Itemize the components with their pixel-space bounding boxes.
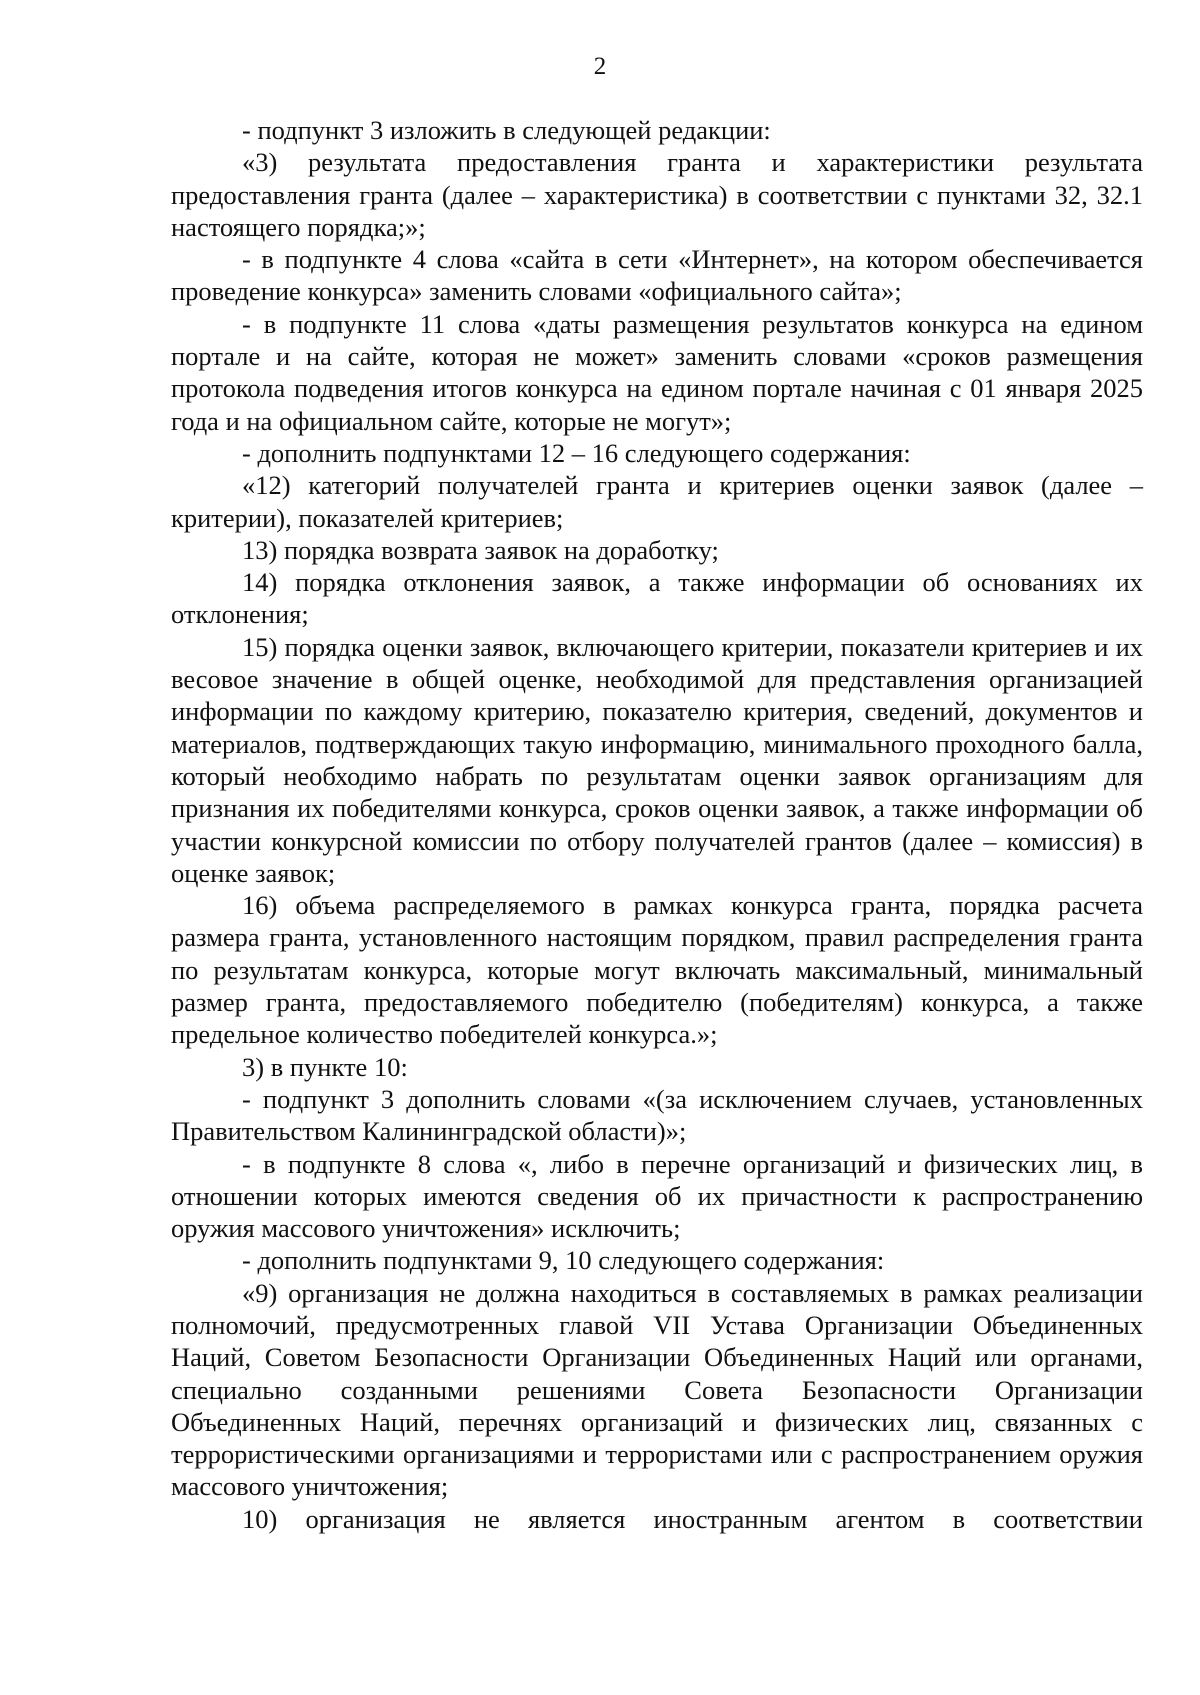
paragraph-14: - дополнить подпунктами 9, 10 следующего содержания:: [242, 1245, 885, 1276]
paragraph-13: - в подпункте 8 слова «, либо в перечне организаций и физических лиц, в отношении которых имеются сведения об их причастности к распространению оружия массового уничтожения» исключить;: [171, 1148, 1143, 1244]
paragraph-1: - подпункт 3 изложить в следующей редакции:: [242, 115, 771, 145]
document-body: [171, 114, 1143, 1535]
paragraph-3: - в подпункте 4 слова «сайта в сети «Интернет», на котором обеспечивается проведение конкурса» заменить словами «официального сайта»;: [171, 244, 1143, 307]
paragraph-5: - дополнить подпунктами 12 – 16 следующего содержания:: [242, 437, 911, 468]
paragraph-8: 14) порядка отклонения заявок, а также информации об основаниях их отклонения;: [171, 567, 1143, 630]
paragraph-10: 16) объема распределяемого в рамках конкурса гранта, порядка расчета размера гранта, установленного настоящим порядком, правил распределения гранта по результатам конкурса, которые могут включать максимальный, минимальный размер гранта, предоставляемого победителю (победителям) конкурса, а также предельное количество победителей конкурса.»;: [171, 890, 1143, 1050]
paragraph-7: 13) порядка возврата заявок на доработку;: [242, 534, 719, 565]
paragraph-9: 15) порядка оценки заявок, включающего критерии, показатели критериев и их весовое значение в общей оценке, необходимой для представления организацией информации по каждому критерию, показателю критерия, сведений, документов и материалов, подтверждающих такую информацию, минимального проходного балла, который необходимо набрать по результатам оценки заявок организациям для признания их победителями конкурса, сроков оценки заявок, а также информации об участии конкурсной комиссии по отбору получателей грантов (далее – комиссия) в оценке заявок;: [171, 631, 1143, 888]
paragraph-6: «12) категорий получателей гранта и критериев оценки заявок (далее – критерии), показателей критериев;: [171, 470, 1143, 533]
paragraph-11: 3) в пункте 10:: [242, 1051, 408, 1082]
paragraph-15: «9) организация не должна находиться в составляемых в рамках реализации полномочий, предусмотренных главой VII Устава Организации Объединенных Наций, Советом Безопасности Организации Объединенных Наций или органами, специально созданными решениями Совета Безопасности Организации Объединенных Наций, перечнях организаций и физических лиц, связанных с террористическими организациями и террористами или с распространением оружия массового уничтожения;: [171, 1277, 1143, 1502]
paragraph-12: - подпункт 3 дополнить словами «(за исключением случаев, установленных Правительством Калининградской области)»;: [171, 1083, 1143, 1147]
paragraph-2: «3) результата предоставления гранта и характеристики результата предоставления гранта (далее – характеристика) в соответствии с пунктами 32, 32.1 настоящего порядка;»;: [171, 147, 1143, 242]
paragraph-4: - в подпункте 11 слова «даты размещения результатов конкурса на едином портале и на сайте, которая не может» заменить словами «сроков размещения протокола подведения итогов конкурса на едином портале начиная с 01 января 2025 года и на официальном сайте, которые не могут»;: [171, 308, 1143, 436]
paragraph-16: 10) организация не является иностранным агентом в соответствии: [242, 1503, 1143, 1534]
page-number: 2: [593, 53, 607, 80]
